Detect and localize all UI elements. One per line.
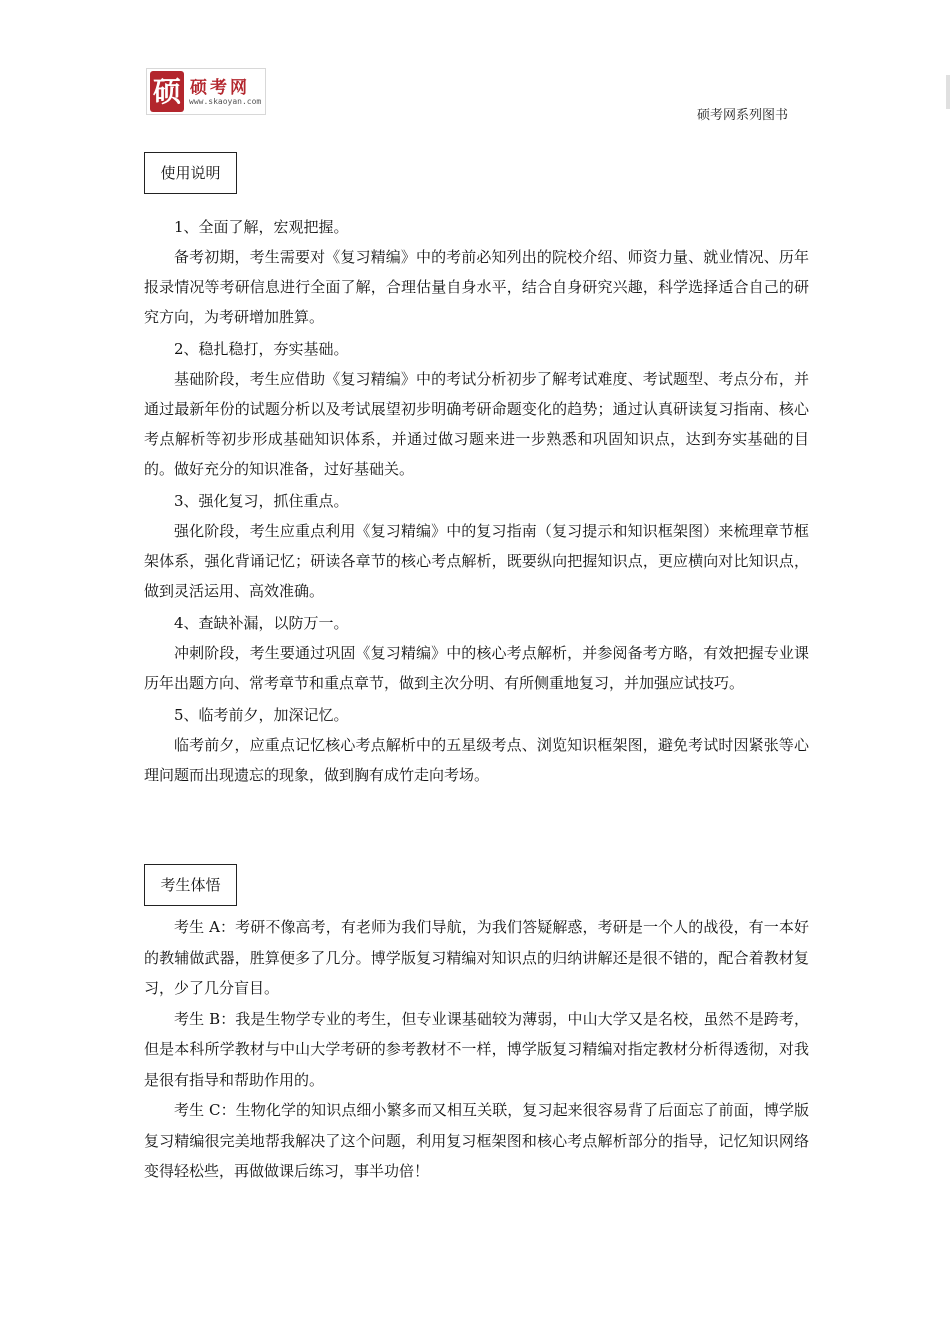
logo-name: 硕考网 (190, 78, 250, 98)
usage-item-body: 冲刺阶段，考生要通过巩固《复习精编》中的核心考点解析，并参阅备考方略，有效把握专业课历年出题方向、常考章节和重点章节，做到主次分明、有所侧重地复习，并加强应试技巧。 (144, 644, 809, 692)
testimonial-paragraph: 考生 B：我是生物学专业的考生，但专业课基础较为薄弱，中山大学又是名校，虽然不是跨考，但是本科所学教材与中山大学考研的参考教材不一样，博学版复习精编对指定教材分析得透彻，对我是很有指导和帮助作用的。 (144, 1009, 809, 1089)
usage-item-heading: 5、临考前夕，加深记忆。 (174, 706, 349, 724)
usage-item-heading: 4、查缺补漏，以防万一。 (174, 614, 349, 632)
usage-item-body: 备考初期，考生需要对《复习精编》中的考前必知列出的院校介绍、师资力量、就业情况、历年报录情况等考研信息进行全面了解，合理估量自身水平，结合自身研究兴趣，科学选择适合自己的研究方向，为考研增加胜算。 (144, 248, 809, 326)
page-edge-mark (946, 75, 950, 109)
site-logo (146, 68, 266, 115)
logo-url: www.skaoyan.com (189, 97, 262, 106)
logo-mark: 硕 (150, 71, 184, 112)
usage-item-heading: 2、稳扎稳打，夯实基础。 (174, 340, 349, 358)
series-label: 硕考网系列图书 (697, 108, 789, 123)
section-title-testimonials: 考生体悟 (144, 864, 237, 906)
usage-item-body: 强化阶段，考生应重点利用《复习精编》中的复习指南（复习提示和知识框架图）来梳理章节框架体系，强化背诵记忆；研读各章节的核心考点解析，既要纵向把握知识点，更应横向对比知识点，做到灵活运用、高效准确。 (144, 522, 809, 600)
testimonial-paragraph: 考生 A：考研不像高考，有老师为我们导航，为我们答疑解惑，考研是一个人的战役，有一本好的教辅做武器，胜算便多了几分。博学版复习精编对知识点的归纳讲解还是很不错的，配合着教材复习，少了几分盲目。 (144, 918, 809, 997)
testimonial-paragraph: 考生 C：生物化学的知识点细小繁多而又相互关联，复习起来很容易背了后面忘了前面，博学版复习精编很完美地帮我解决了这个问题，利用复习框架图和核心考点解析部分的指导，记忆知识网络变得轻松些，再做做课后练习，事半功倍！ (144, 1101, 809, 1180)
usage-item-heading: 1、全面了解，宏观把握。 (174, 218, 349, 236)
usage-section (144, 210, 809, 790)
testimonials-section (144, 912, 809, 1187)
usage-item-heading: 3、强化复习，抓住重点。 (174, 492, 349, 510)
usage-item-body: 临考前夕，应重点记忆核心考点解析中的五星级考点、浏览知识框架图，避免考试时因紧张等心理问题而出现遗忘的现象，做到胸有成竹走向考场。 (144, 736, 809, 784)
usage-item-body: 基础阶段，考生应借助《复习精编》中的考试分析初步了解考试难度、考试题型、考点分布，并通过最新年份的试题分析以及考试展望初步明确考研命题变化的趋势；通过认真研读复习指南、核心考点解析等初步形成基础知识体系，并通过做习题来进一步熟悉和巩固知识点，达到夯实基础的目的。做好充分的知识准备，过好基础关。 (144, 370, 809, 478)
section-title-usage: 使用说明 (144, 152, 237, 194)
